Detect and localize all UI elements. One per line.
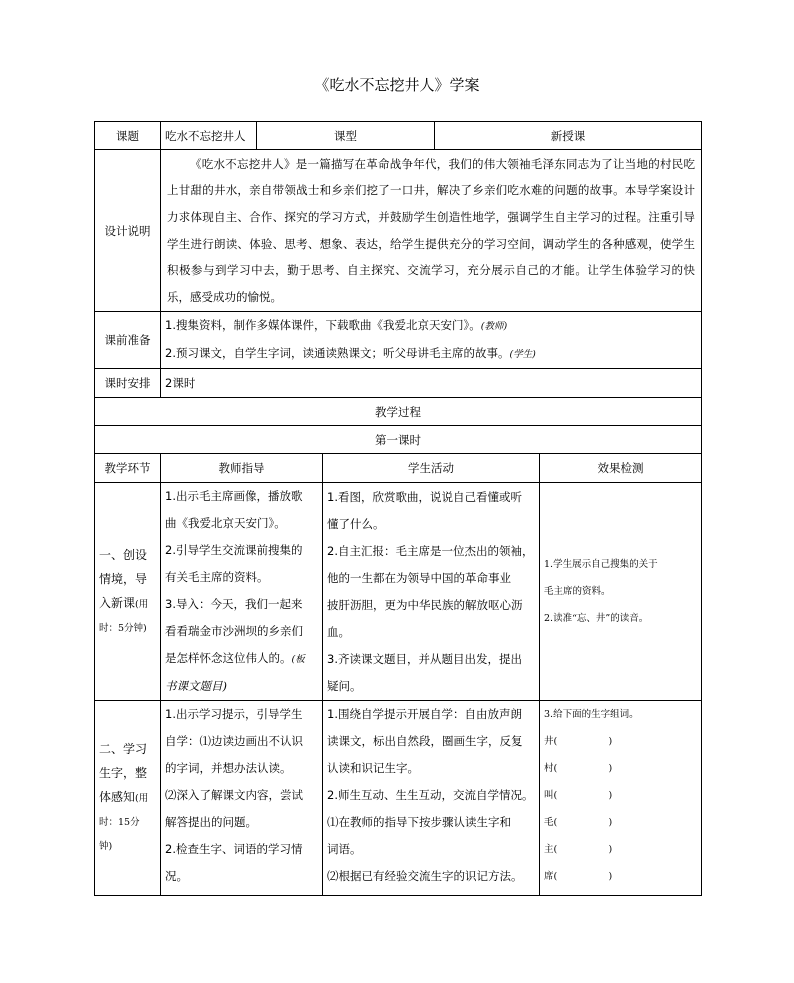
column-header-row — [95, 454, 702, 483]
section-1-row — [95, 483, 702, 701]
process-title-row — [95, 398, 702, 426]
effect-line: 2.读准“忘、井”的读音。 — [544, 613, 649, 624]
teacher-line: 看看瑞金市沙洲坝的乡亲们 — [165, 624, 303, 638]
teacher-line: 曲《我爱北京天安门》。 — [165, 516, 286, 530]
student-line: 懂了什么。 — [327, 516, 385, 531]
student-line: 1.看图，欣赏歌曲，说说自己看懂或听 — [327, 489, 522, 504]
lesson-plan-table — [94, 121, 702, 896]
stage-line: 二、学习 — [99, 742, 148, 756]
design-row — [95, 150, 702, 312]
stage-line: 体感知(用 — [99, 790, 149, 804]
teacher-line: 是怎样怀念这位伟人的。(板 — [165, 651, 305, 665]
student-line: 披肝沥胆，更为中华民族的解放呕心沥 — [327, 597, 523, 612]
prep-line-1: 1.搜集资料，制作多媒体课件，下载歌曲《我爱北京天安门》。(教师) — [165, 318, 508, 332]
word-blank: 毛( ) — [544, 817, 613, 828]
teacher-line: 书课文题目) — [165, 679, 227, 693]
section-2-student — [323, 701, 540, 896]
stage-line: 钟) — [99, 841, 113, 852]
section-1-teacher — [161, 483, 323, 701]
schedule-value: 2课时 — [161, 369, 702, 398]
column-header-stage: 教学环节 — [95, 454, 161, 483]
student-line: 认读和识记生字。 — [327, 761, 419, 775]
lesson-title-row — [95, 426, 702, 454]
teacher-line: 2.引导学生交流课前搜集的 — [165, 543, 303, 557]
section-1-stage — [95, 483, 161, 701]
student-line: 读课文，标出自然段，圈画生字，反复 — [327, 734, 523, 748]
teacher-line: 况。 — [165, 869, 188, 883]
teacher-line: 有关毛主席的资料。 — [165, 570, 269, 584]
section-2-stage — [95, 701, 161, 896]
teacher-line: 1.出示毛主席画像，播放歌 — [165, 489, 303, 503]
document-title: 《吃水不忘挖井人》学案 — [314, 76, 480, 94]
design-label: 设计说明 — [95, 150, 161, 312]
student-line: 疑问。 — [327, 678, 362, 693]
lesson-title: 第一课时 — [95, 426, 702, 454]
section-2-row — [95, 701, 702, 896]
student-line: ⑴在教师的指导下按步骤认读生字和 — [327, 815, 511, 829]
student-line: 他的一生都在为领导中国的革命事业 — [327, 570, 511, 585]
section-2-teacher — [161, 701, 323, 896]
effect-line: 毛主席的资料。 — [544, 586, 611, 597]
prep-line-2: 2.预习课文，自学生字词，读通读熟课文；听父母讲毛主席的故事。(学生) — [165, 346, 536, 360]
stage-line: 一、创设 — [99, 547, 148, 562]
stage-line: 时：5分钟) — [99, 622, 147, 634]
word-blank: 席( ) — [544, 871, 613, 882]
header-row — [95, 122, 702, 150]
column-header-effect: 效果检测 — [540, 454, 702, 483]
stage-line: 生字，整 — [99, 766, 148, 780]
word-blank: 主( ) — [544, 844, 613, 855]
student-line: 2.自主汇报：毛主席是一位杰出的领袖， — [327, 543, 534, 558]
teacher-line: 1.出示学习提示，引导学生 — [165, 707, 303, 721]
stage-line: 时：15分 — [99, 817, 140, 828]
student-line: 1.围绕自学提示开展自学：自由放声朗 — [327, 707, 522, 721]
teacher-line: 解答提出的问题。 — [165, 815, 257, 829]
student-line: 2.师生互动、生生互动，交流自学情况。 — [327, 788, 534, 802]
type-label: 课型 — [257, 122, 435, 150]
section-2-effect — [540, 701, 702, 896]
stage-line: 入新课(用 — [99, 595, 149, 610]
student-line: 3.齐读课文题目，并从题目出发，提出 — [327, 651, 522, 666]
prep-content — [161, 312, 702, 369]
word-blank: 村( ) — [544, 763, 613, 774]
teacher-line: 自学：⑴边读边画出不认识 — [165, 734, 303, 748]
process-title: 教学过程 — [95, 398, 702, 426]
schedule-label: 课时安排 — [95, 369, 161, 398]
student-line: 词语。 — [327, 842, 362, 856]
student-line: ⑵根据已有经验交流生字的识记方法。 — [327, 869, 523, 883]
type-value: 新授课 — [435, 122, 702, 150]
word-blank: 叫( ) — [544, 790, 613, 801]
topic-value: 吃水不忘挖井人 — [161, 122, 257, 150]
prep-label: 课前准备 — [95, 312, 161, 369]
teacher-line: 2.检查生字、词语的学习情 — [165, 842, 303, 856]
effect-title: 3.给下面的生字组词。 — [544, 709, 639, 720]
column-header-teacher: 教师指导 — [161, 454, 323, 483]
teacher-line: 3.导入：今天，我们一起来 — [165, 597, 303, 611]
prep-row — [95, 312, 702, 369]
teacher-line: ⑵深入了解课文内容，尝试 — [165, 788, 303, 802]
topic-label: 课题 — [95, 122, 161, 150]
schedule-row — [95, 369, 702, 398]
column-header-student: 学生活动 — [323, 454, 540, 483]
section-1-effect — [540, 483, 702, 701]
teacher-line: 的字词，并想办法认读。 — [165, 761, 292, 775]
student-line: 血。 — [327, 624, 350, 639]
stage-line: 情境，导 — [99, 571, 148, 586]
effect-line: 1.学生展示自己搜集的关于 — [544, 559, 658, 570]
design-text: 《吃水不忘挖井人》是一篇描写在革命战争年代，我们的伟大领袖毛泽东同志为了让当地的村民吃上甘甜的井水，亲自带领战士和乡亲们挖了一口井，解决了乡亲们吃水难的问题的故事。本导学案设计力求体现自主、合作、探究的学习方式，并鼓励学生创造性地学，强调学生自主学习的过程。注重引导学生进行朗读、体验、思考、想象、表达，给学生提供充分的学习空间，调动学生的各种感观，使学生积极参与到学习中去，勤于思考、自主探究、交流学习，充分展示自己的才能。让学生体验学习的快乐，感受成功的愉悦。 — [161, 150, 702, 312]
section-1-student — [323, 483, 540, 701]
word-blank: 井( ) — [544, 736, 613, 747]
